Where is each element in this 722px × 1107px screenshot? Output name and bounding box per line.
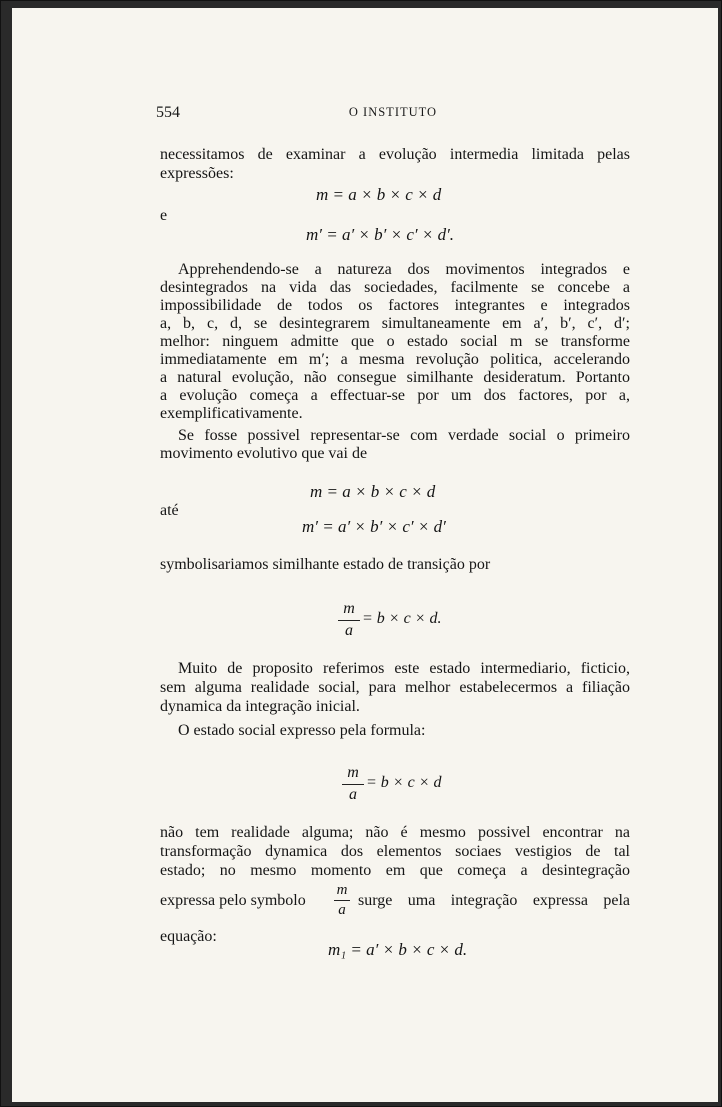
fraction-formula-2 (342, 764, 502, 808)
text-line: Se fosse possivel representar-se com verdade social o primeiro (178, 427, 630, 444)
text-line: Muito de proposito referimos este estado intermediario, ficticio, (178, 660, 630, 677)
fraction-denominator: a (338, 902, 346, 918)
fraction-rhs: = b × c × d. (362, 610, 442, 627)
formula-m-prime: m′ = a′ × b′ × c′ × d′. (306, 225, 455, 244)
text-line: equação: (160, 928, 217, 945)
text-line: melhor: ninguem admitte que o estado social m se transforme (160, 333, 630, 350)
text-line: surge uma integração expressa pela (358, 892, 630, 909)
text-line: desintegrados na vida das sociedades, facilmente se concebe a (160, 279, 630, 296)
text-line: estado; no mesmo momento em que começa a desintegração (160, 862, 630, 879)
fraction-numerator: m (336, 882, 348, 898)
fraction-rhs: = b × c × d (366, 774, 442, 791)
text-line: symbolisariamos similhante estado de transição por (160, 556, 491, 573)
text-line: expressa pelo symbolo (160, 892, 306, 909)
text-line: não tem realidade alguma; não é mesmo possivel encontrar na (160, 824, 630, 841)
fraction-numerator: m (343, 600, 355, 617)
fraction-formula-1 (338, 600, 498, 644)
text-line: necessitamos de examinar a evolução intermedia limitada pelas (160, 146, 630, 163)
fraction-denominator: a (345, 622, 353, 639)
fraction-denominator: a (349, 786, 357, 803)
text-line: Apprehendendo-se a natureza dos movimentos integrados e (178, 261, 630, 278)
fraction-numerator: m (347, 764, 359, 781)
page-number: 554 (156, 104, 180, 121)
text-line: movimento evolutivo que vai de (160, 445, 368, 462)
inline-fraction (334, 882, 350, 922)
fraction-bar (338, 620, 360, 621)
formula-m1: m₁ = a′ × b × c × d. (328, 940, 468, 959)
formula-m-2: m = a × b × c × d (310, 482, 436, 501)
text-line: a, b, c, d, se desintegrarem simultaneamente em a′, b′, c′, d′; (160, 315, 630, 332)
text-line: dynamica da integração inicial. (160, 698, 360, 715)
text-line: exemplificativamente. (160, 405, 303, 422)
text-line: sem alguma realidade social, para melhor estabelecermos a filiação (160, 679, 630, 696)
text-line: expressões: (160, 165, 234, 182)
fraction-bar (334, 900, 350, 901)
formula-m: m = a × b × c × d (316, 185, 442, 204)
text-line: O estado social expresso pela formula: (178, 722, 426, 739)
text-line: immediatamente em m′; a mesma revolução politica, accelerando (160, 351, 630, 368)
conjunction-e: e (160, 207, 168, 224)
text-line: a natural evolução, não consegue similhante desideratum. Portanto (160, 369, 630, 386)
fraction-bar (342, 784, 364, 785)
text-line: transformação dynamica dos elementos sociaes vestigios de tal (160, 843, 630, 860)
preposition-ate: até (160, 502, 179, 519)
text-line: a evolução começa a effectuar-se por um dos factores, por a, (160, 387, 630, 404)
text-line: impossibilidade de todos os factores integrantes e integrados (160, 297, 630, 314)
running-title: O INSTITUTO (348, 105, 438, 119)
formula-m-prime-2: m′ = a′ × b′ × c′ × d′ (302, 517, 446, 536)
